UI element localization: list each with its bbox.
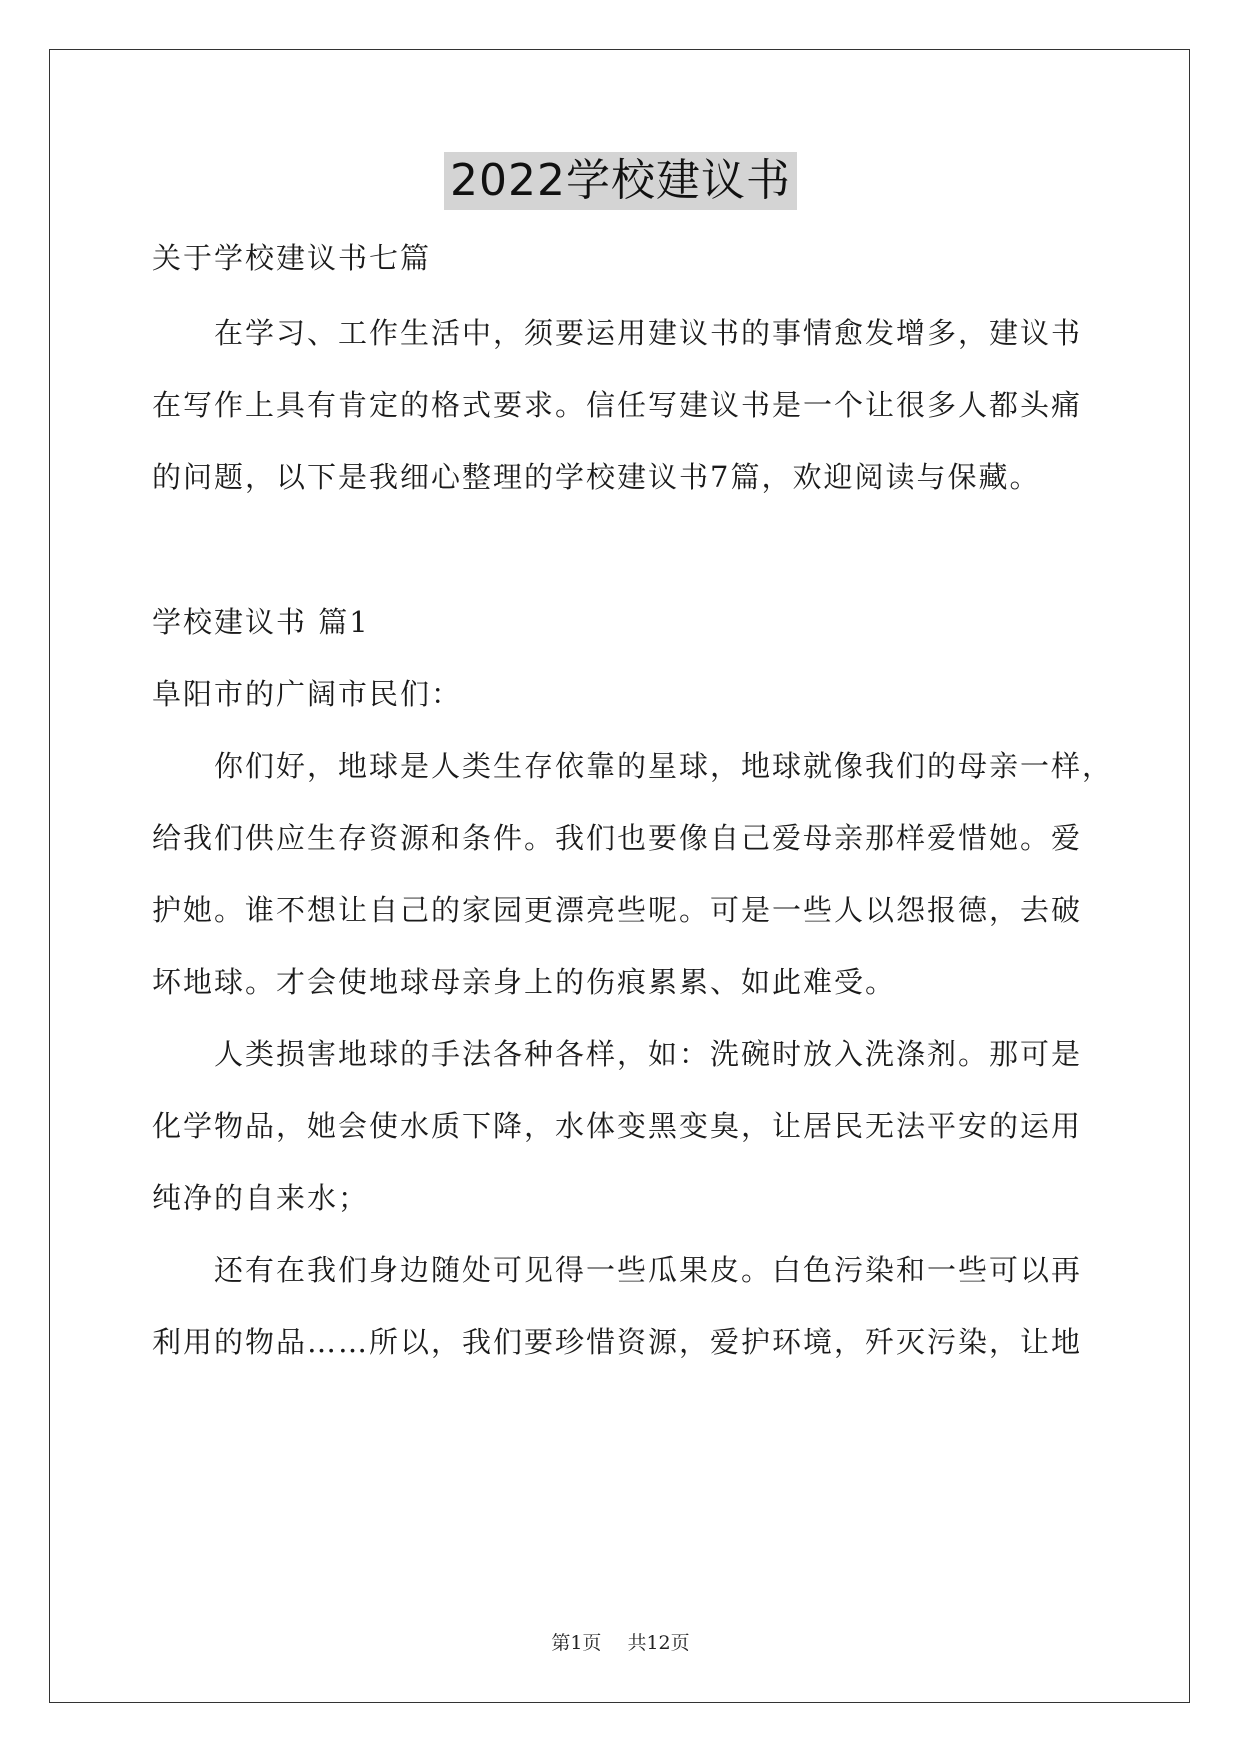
- body-line: 还有在我们身边随处可见得一些瓜果皮。白色污染和一些可以再: [214, 1253, 1083, 1287]
- page-total: 共12页: [627, 1632, 690, 1654]
- body-line: 坏地球。才会使地球母亲身上的伤痕累累、如此难受。: [152, 965, 897, 999]
- page-footer: [0, 1630, 1241, 1656]
- section-heading: 学校建议书 篇1: [152, 605, 370, 639]
- body-line: 护她。谁不想让自己的家园更漂亮些呢。可是一些人以怨报德，去破: [152, 893, 1083, 927]
- body-line: 纯净的自来水；: [152, 1181, 370, 1215]
- page-border: [49, 49, 1190, 1703]
- title-container: [0, 152, 1241, 210]
- body-line: 利用的物品……所以，我们要珍惜资源，爱护环境，歼灭污染，让地: [152, 1325, 1083, 1359]
- salutation: 阜阳市的广阔市民们：: [152, 677, 463, 711]
- intro-line: 在写作上具有肯定的格式要求。信任写建议书是一个让很多人都头痛: [152, 388, 1083, 422]
- document-title: 2022学校建议书: [444, 152, 797, 210]
- document-subtitle: 关于学校建议书七篇: [152, 241, 432, 275]
- intro-line: 在学习、工作生活中，须要运用建议书的事情愈发增多，建议书: [214, 316, 1083, 350]
- body-line: 化学物品，她会使水质下降，水体变黑变臭，让居民无法平安的运用: [152, 1109, 1083, 1143]
- body-line: 你们好，地球是人类生存依靠的星球，地球就像我们的母亲一样，: [214, 749, 1114, 783]
- body-line: 人类损害地球的手法各种各样，如：洗碗时放入洗涤剂。那可是: [214, 1037, 1083, 1071]
- page-number: 第1页: [551, 1632, 602, 1654]
- intro-line: 的问题，以下是我细心整理的学校建议书7篇，欢迎阅读与保藏。: [152, 460, 1041, 494]
- body-line: 给我们供应生存资源和条件。我们也要像自己爱母亲那样爱惜她。爱: [152, 821, 1083, 855]
